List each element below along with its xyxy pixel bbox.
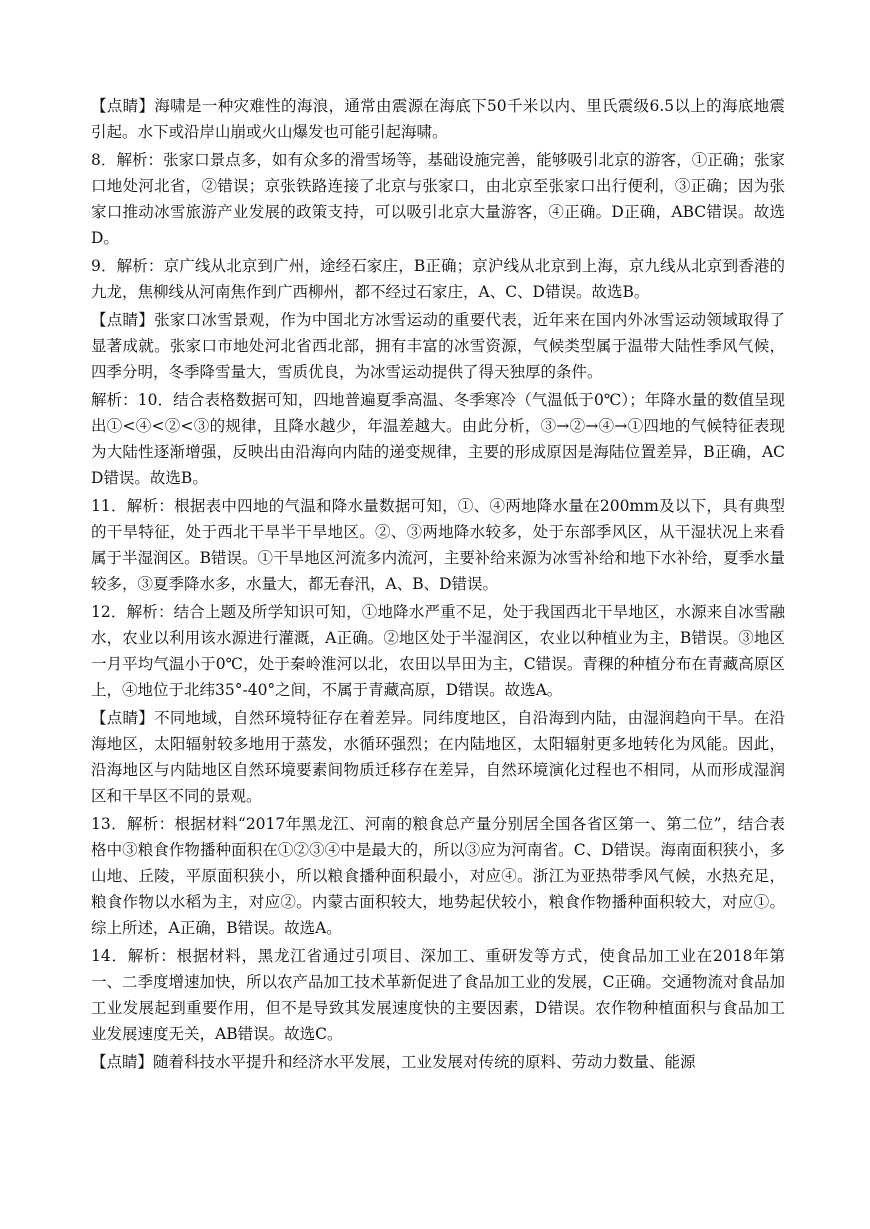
paragraph-answer-14: 14．解析：根据材料，黑龙江省通过引项目、深加工、重研发等方式，使食品加工业在2018年第一、二季度增速加快，所以农产品加工技术革新促进了食品加工业的发展，C正确。交通物流对食品加工业发展起到重要作用，但不是导致其发展速度快的主要因素，D错误。农作物种植面积与食品加工业发展速度无关，AB错误。故选C。 — [91, 947, 785, 1043]
paragraph-zhangjiakou-note: 【点睛】张家口冰雪景观，作为中国北方冰雪运动的重要代表，近年来在国内外冰雪运动领域取得了显著成就。张家口市地处河北省西北部，拥有丰富的冰雪资源，气候类型属于温带大陆性季风气候，四季分明，冬季降雪量大，雪质优良，为冰雪运动提供了得天独厚的条件。 — [91, 311, 785, 381]
document-page — [91, 93, 785, 1077]
paragraph-answer-13: 13．解析：根据材料“2017年黑龙江、河南的粮食总产量分别居全国各省区第一、第二位”，结合表格中③粮食作物播种面积在①②③④中是最大的，所以③应为河南省。C、D错误。海南面积狭小，多山地、丘陵，平原面积狭小，所以粮食播种面积最小，对应④。浙江为亚热带季风气候，水热充足，粮食作物以水稻为主，对应②。内蒙古面积较大，地势起伏较小，粮食作物播种面积较大，对应①。综上所述，A正确，B错误。故选A。 — [91, 815, 785, 937]
paragraph-answer-11: 11．解析：根据表中四地的气温和降水量数据可知，①、④两地降水量在200mm及以下，具有典型的干旱特征，处于西北干旱半干旱地区。②、③两地降水较多，处于东部季风区，从干湿状况上来看属于半湿润区。B错误。①干旱地区河流多内流河，主要补给来源为冰雪补给和地下水补给，夏季水量较多，③夏季降水多，水量大，都无春汛，A、B、D错误。 — [91, 497, 785, 593]
paragraph-industry-note: 【点睛】随着科技水平提升和经济水平发展，工业发展对传统的原料、劳动力数量、能源 — [91, 1053, 696, 1071]
paragraph-answer-10: 解析：10．结合表格数据可知，四地普遍夏季高温、冬季寒冷（气温低于0℃）；年降水量的数值呈现出①<④<②<③的规律，且降水越少，年温差越大。由此分析，③→②→④→①四地的气候特征表现为大陆性逐渐增强，反映出由沿海向内陆的递变规律，主要的形成原因是海陆位置差异，B正确，ACD错误。故选B。 — [91, 391, 785, 487]
paragraph-answer-8: 8．解析：张家口景点多，如有众多的滑雪场等，基础设施完善，能够吸引北京的游客，①正确；张家口地处河北省，②错误；京张铁路连接了北京与张家口，由北京至张家口出行便利，③正确；因为张家口推动冰雪旅游产业发展的政策支持，可以吸引北京大量游客，④正确。D正确，ABC错误。故选D。 — [91, 151, 785, 247]
paragraph-answer-9: 9．解析：京广线从北京到广州，途经石家庄，B正确；京沪线从北京到上海，京九线从北京到香港的九龙，焦柳线从河南焦作到广西柳州，都不经过石家庄，A、C、D错误。故选B。 — [91, 257, 785, 301]
paragraph-answer-12: 12．解析：结合上题及所学知识可知，①地降水严重不足，处于我国西北干旱地区，水源来自冰雪融水，农业以利用该水源进行灌溉，A正确。②地区处于半湿润区，农业以种植业为主，B错误。③地区一月平均气温小于0℃，处于秦岭淮河以北，农田以旱田为主，C错误。青稞的种植分布在青藏高原区上，④地位于北纬35°-40°之间，不属于青藏高原，D错误。故选A。 — [91, 603, 785, 699]
paragraph-tsunami-note: 【点睛】海啸是一种灾难性的海浪，通常由震源在海底下50千米以内、里氏震级6.5以上的海底地震引起。水下或沿岸山崩或火山爆发也可能引起海啸。 — [91, 97, 785, 141]
paragraph-regional-difference-note: 【点睛】不同地域，自然环境特征存在着差异。同纬度地区，自沿海到内陆，由湿润趋向干旱。在沿海地区，太阳辐射较多地用于蒸发，水循环强烈；在内陆地区，太阳辐射更多地转化为风能。因此，沿海地区与内陆地区自然环境要素间物质迁移存在差异，自然环境演化过程也不相同，从而形成湿润区和干旱区不同的景观。 — [91, 709, 785, 805]
